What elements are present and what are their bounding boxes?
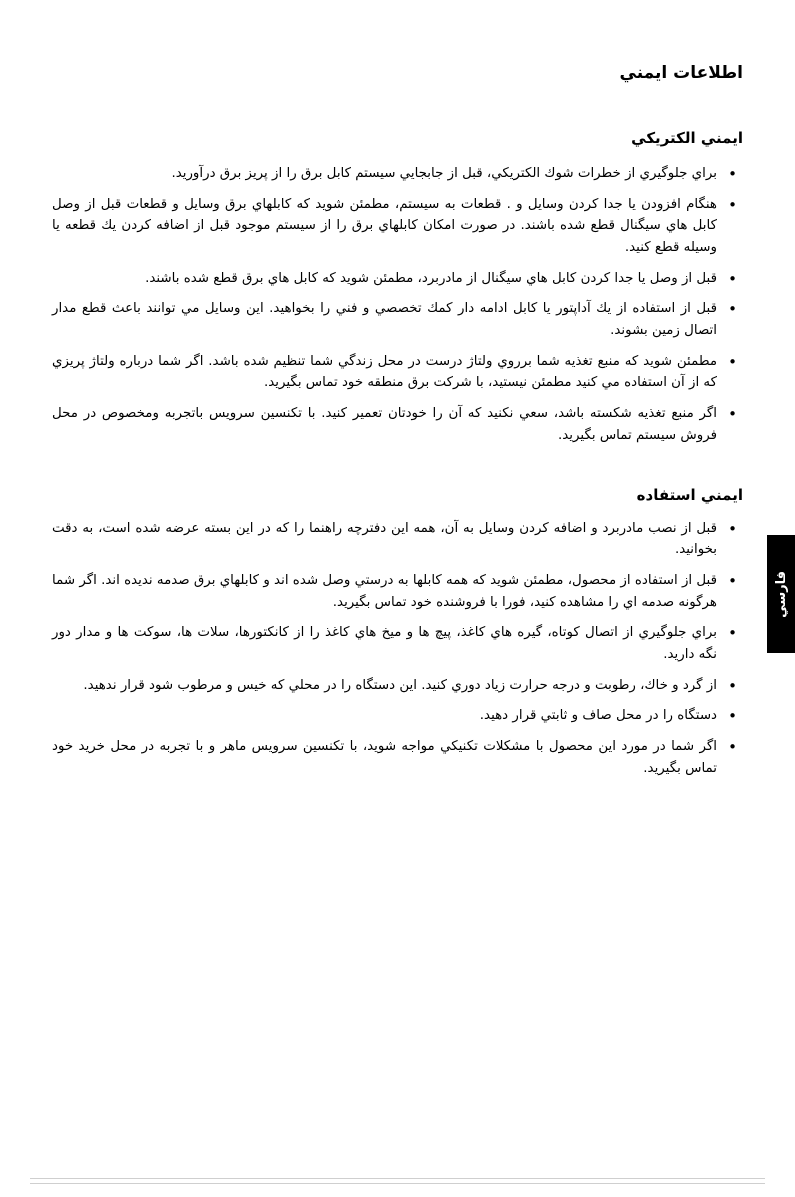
footer-divider-secondary [30, 1183, 765, 1184]
document-content [52, 62, 743, 800]
language-side-tab-label: فارسي [773, 570, 789, 618]
section-electrical-safety [52, 128, 743, 447]
list-item: • از گرد و خاك، رطوبت و درجه حرارت زياد دوري كنيد. اين دستگاه را در محلي كه خيس و مرطوب شود قرار ندهيد. [52, 675, 743, 697]
list-item: • قبل از نصب مادربرد و اضافه كردن وسايل به آن، همه اين دفترچه راهنما را كه در اين بسته عرضه شده است، به دقت بخوانيد. [52, 518, 743, 561]
list-item: • قبل از وصل يا جدا كردن كابل هاي سيگنال از مادربرد، مطمئن شويد كه كابل هاي برق قطع شده باشند. [52, 268, 743, 290]
list-item: • هنگام افزودن يا جدا كردن وسايل و . قطعات به سيستم، مطمئن شويد كه كابلهاي برق وسايل و قطعات قبل از وصل كابل هاي سيگنال قطع شده باشند. در صورت امكان كابلهاي برق را از سيستم موجود قبل از اضافه كردن يك قطعه يا وسيله قطع كنيد. [52, 194, 743, 259]
language-side-tab [767, 535, 795, 653]
footer-divider [30, 1178, 765, 1179]
bullet-list-electrical-safety [52, 163, 743, 447]
bullet-list-usage-safety [52, 518, 743, 780]
page-title: اطلاعات ايمني [619, 63, 743, 83]
list-item: • قبل از استفاده از محصول، مطمئن شويد كه همه كابلها به درستي وصل شده اند و كابلهاي برق صدمه نديده اند. اگر شما هرگونه صدمه اي را مشاهده كنيد، فورا با فروشنده خود تماس بگيريد. [52, 570, 743, 613]
section-heading-electrical-safety: ايمني الكتريكي [631, 128, 743, 147]
list-item: • اگر منبع تغذيه شكسته باشد، سعي نكنيد كه آن را خودتان تعمير كنيد. با تكنسين سرويس باتجربه ومخصوص در محل فروش سيستم تماس بگيريد. [52, 403, 743, 446]
list-item: • دستگاه را در محل صاف و ثابتي قرار دهيد. [52, 705, 743, 727]
section-usage-safety [52, 485, 743, 780]
list-item: • قبل از استفاده از يك آداپتور يا كابل ادامه دار كمك تخصصي و فني را بخواهيد. اين وسايل مي توانند باعث قطع مدار اتصال زمين بشوند. [52, 298, 743, 341]
list-item: • براي جلوگيري از اتصال كوتاه، گيره هاي كاغذ، پيچ ها و ميخ هاي كاغذ را از كانكتورها، سلات ها، سوكت ها و مدار دور نگه داريد. [52, 622, 743, 665]
list-item: • مطمئن شويد كه منبع تغذيه شما برروي ولتاژ درست در محل زندگي شما تنظيم شده باشد. اگر شما درباره ولتاژ پريزي كه از آن استفاده مي كنيد مطمئن نيستيد، با شركت برق منطقه خود تماس بگيريد. [52, 351, 743, 394]
list-item: • براي جلوگيري از خطرات شوك الكتريكي، قبل از جابجايي سيستم كابل برق را از پريز برق درآوريد. [52, 163, 743, 185]
section-heading-usage-safety: ايمني استفاده [636, 485, 743, 504]
list-item: • اگر شما در مورد اين محصول با مشكلات تكنيكي مواجه شويد، با تكنسين سرويس ماهر و با تجربه در محل خريد خود تماس بگيريد. [52, 736, 743, 779]
